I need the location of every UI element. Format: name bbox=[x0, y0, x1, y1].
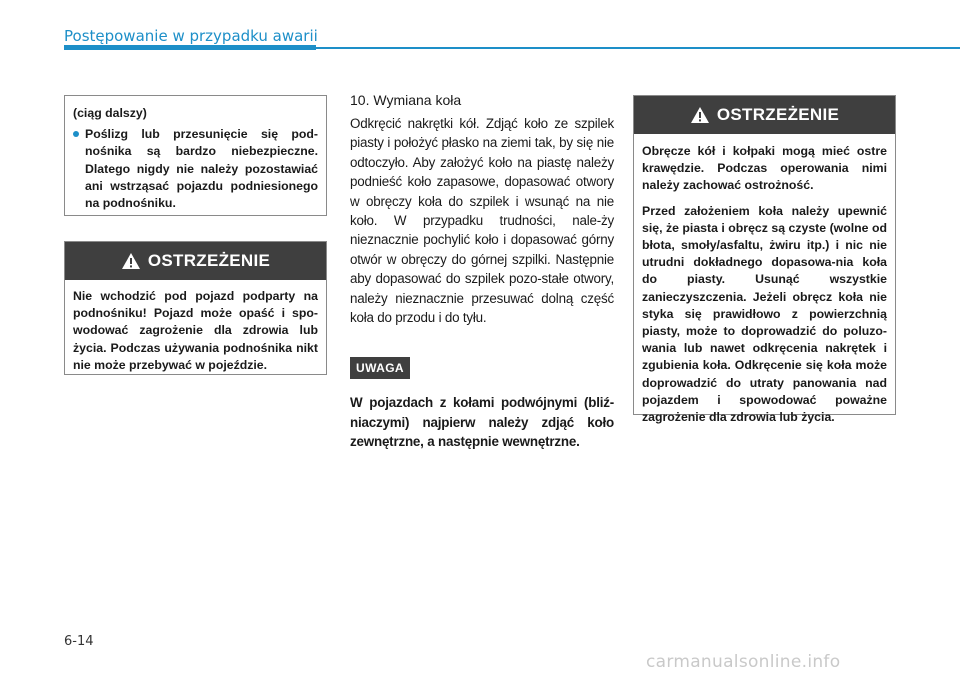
warning-box-right bbox=[633, 95, 896, 425]
bullet-text: Poślizg lub przesunięcie się pod-nośnika są bardzo niebezpieczne. Dlatego nigdy nie należy pozostawiać ani wstrząsać pojazdu podniesionego na podnośniku. bbox=[85, 127, 318, 211]
continued-box bbox=[64, 95, 327, 216]
section-title: Postępowanie w przypadku awarii bbox=[64, 27, 318, 45]
warning-header bbox=[634, 96, 895, 134]
page-number: 6-14 bbox=[64, 634, 94, 649]
bullet-item bbox=[73, 126, 318, 212]
continued-title: (ciąg dalszy) bbox=[73, 106, 147, 120]
warning-header bbox=[65, 242, 326, 280]
notice-badge: UWAGA bbox=[350, 357, 410, 379]
warning-text: Nie wchodzić pod pojazd podparty na podnośniku! Pojazd może opaść i spo-wodować zagrożenie dla zdrowia lub życia. Podczas używania podnośnika nikt nie może przebywać w pojeździe. bbox=[73, 289, 318, 372]
warning-paragraph-1: Obręcze kół i kołpaki mogą mieć ostre krawędzie. Podczas operowania nimi należy zachować ostrożność. bbox=[642, 144, 887, 193]
watermark: carmanualsonline.info bbox=[646, 652, 841, 672]
header-accent-bar bbox=[64, 45, 316, 50]
warning-paragraph-2: Przed założeniem koła należy upewnić się, że piasta i obręcz są czyste (wolne od błota, smoły/asfaltu, żwiru itp.) i nic nie utrudni dokładnego dopasowa-nia koła do piasty. Usunąć wszystkie zanieczyszczenia. Jeżeli obręcz koła nie styka się prawidłowo z powierzchnią piasty, może to doprowadzić do poluzo-wania lub nawet odkręcenia nakrętek i zgubienia koła. Odkręcenie się koła może doprowadzić do utraty panowania nad pojazdem i spowodować poważne zagrożenie dla zdrowia lub życia. bbox=[642, 203, 887, 425]
bullet-dot-icon bbox=[73, 131, 79, 137]
warning-box-left bbox=[64, 241, 327, 375]
warning-header-label: OSTRZEŻENIE bbox=[147, 251, 271, 270]
step-paragraph: Odkręcić nakrętki kół. Zdjąć koło ze szpilek piasty i położyć płasko na ziemi tak, by się nie odtoczyło. Aby założyć koło na piastę należy podnieść koło zapasowe, dopasować otwory w obręczy koła do szpilek i wsunąć na nie koło. W przypadku trudności, nale-ży nieznacznie pochylić koło i dopasować górny otwór w obręczy do górnej szpilki. Następnie aby dopasować do szpilek pozo-stałe otwory, należy nieznacznie przesuwać dolną część koła do przodu i do tyłu. bbox=[350, 116, 614, 326]
notice-text: W pojazdach z kołami podwójnymi (bliź-niaczymi) najpierw należy zdjąć koło zewnętrzne, a następnie wewnętrzne. bbox=[350, 395, 614, 450]
main-text-column bbox=[350, 92, 614, 452]
warning-triangle-icon bbox=[121, 252, 141, 270]
warning-header-label: OSTRZEŻENIE bbox=[716, 105, 840, 124]
warning-triangle-icon bbox=[690, 106, 710, 124]
step-heading: 10. Wymiana koła bbox=[350, 92, 462, 108]
